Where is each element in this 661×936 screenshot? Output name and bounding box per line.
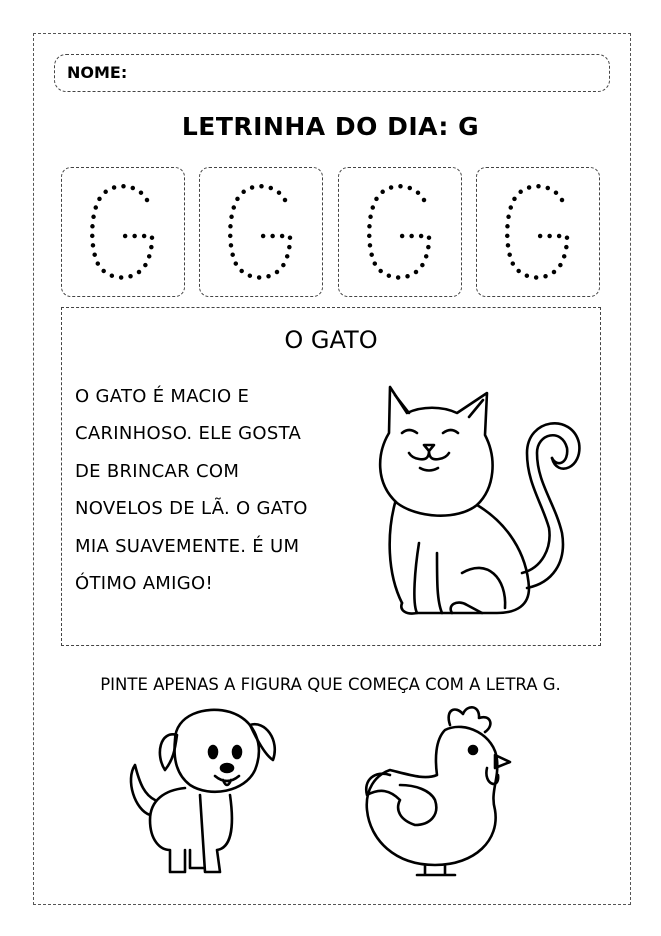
name-label: NOME:: [67, 63, 128, 82]
story-line: CARINHOSO. ELE GOSTA: [75, 423, 302, 445]
story-line: NOVELOS DE LÃ. O GATO: [75, 498, 308, 520]
story-line: DE BRINCAR COM: [75, 460, 240, 482]
story-line: O GATO É MACIO E: [75, 386, 250, 407]
story-line: MIA SUAVEMENTE. É UM: [75, 535, 300, 557]
name-field[interactable]: [54, 54, 610, 92]
tracing-letter-box[interactable]: [199, 167, 323, 297]
dotted-letter-g-icon: [477, 168, 599, 296]
dotted-letter-g-icon: [62, 168, 184, 296]
story-text: [75, 378, 355, 602]
story-line: ÓTIMO AMIGO!: [75, 573, 213, 595]
tracing-letter-box[interactable]: [338, 167, 462, 297]
page-title: LETRINHA DO DIA: G: [181, 112, 480, 141]
dog-icon[interactable]: [115, 700, 285, 880]
instruction-text: PINTE APENAS A FIGURA QUE COMEÇA COM A LETRA G.: [100, 675, 561, 694]
dotted-letter-g-icon: [200, 168, 322, 296]
tracing-letter-box[interactable]: [476, 167, 600, 297]
tracing-letter-box[interactable]: [61, 167, 185, 297]
story-title: O GATO: [284, 326, 378, 354]
cat-icon: [357, 373, 597, 623]
story-box: [61, 307, 601, 646]
dotted-letter-g-icon: [339, 168, 461, 296]
chicken-icon[interactable]: [355, 700, 515, 880]
